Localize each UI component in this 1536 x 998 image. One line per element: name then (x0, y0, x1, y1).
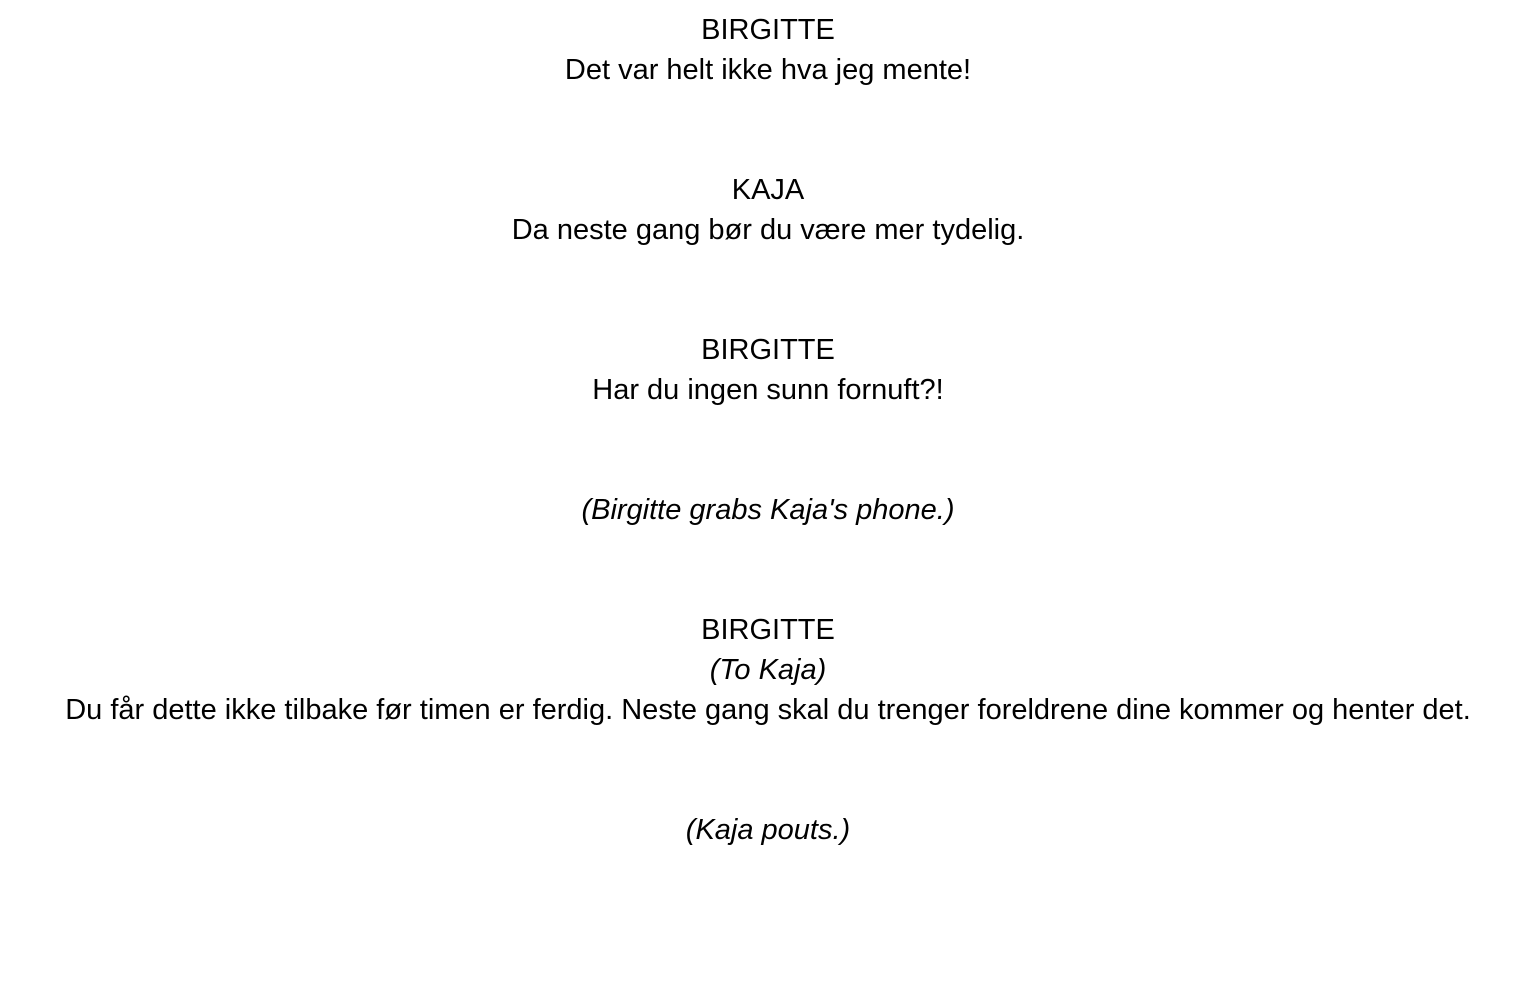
dialogue-line: Du får dette ikke tilbake før timen er ferdig. Neste gang skal du trenger foreldrene dine kommer og henter det. (65, 694, 1471, 726)
stage-direction: (Birgitte grabs Kaja's phone.) (581, 494, 955, 526)
dialogue-block (24, 170, 1512, 250)
block-spacer (24, 250, 1512, 330)
character-name: BIRGITTE (701, 334, 835, 366)
dialogue-line: Har du ingen sunn fornuft?! (592, 374, 944, 406)
block-spacer (24, 730, 1512, 810)
stage-direction-block (24, 490, 1512, 530)
character-name: BIRGITTE (701, 614, 835, 646)
dialogue-line: Da neste gang bør du være mer tydelig. (511, 214, 1025, 246)
dialogue-block (24, 330, 1512, 410)
character-name: KAJA (731, 174, 805, 206)
character-name: BIRGITTE (701, 14, 835, 46)
stage-direction: (Kaja pouts.) (685, 814, 851, 846)
script-page (24, 0, 1512, 850)
block-spacer (24, 410, 1512, 490)
block-spacer (24, 530, 1512, 610)
dialogue-line: Det var helt ikke hva jeg mente! (564, 54, 972, 86)
parenthetical: (To Kaja) (709, 654, 827, 686)
dialogue-block (24, 0, 1512, 90)
dialogue-block (24, 610, 1512, 730)
stage-direction-block (24, 810, 1512, 850)
block-spacer (24, 90, 1512, 170)
